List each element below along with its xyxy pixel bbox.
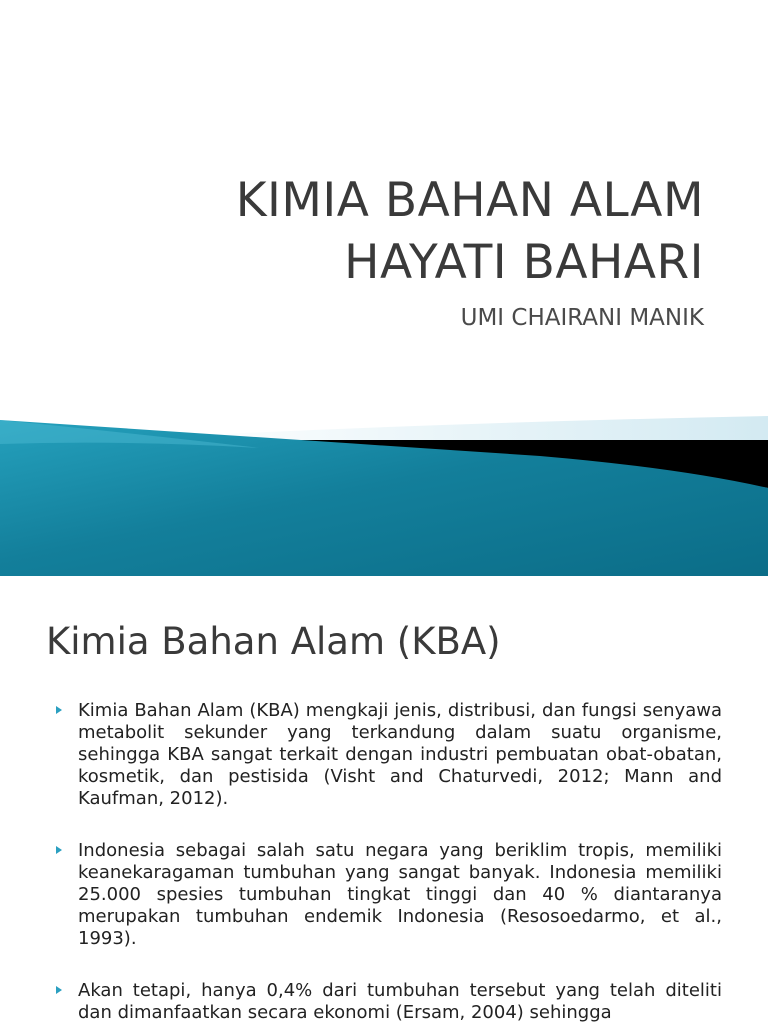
triangle-bullet-icon — [56, 986, 62, 994]
content-slide — [0, 576, 768, 1024]
content-slide-title: Kimia Bahan Alam (KBA) — [46, 620, 501, 663]
bullet-item — [52, 840, 722, 950]
bullet-text: Indonesia sebagai salah satu negara yang beriklim tropis, memiliki keanekaragaman tumbuhan yang sangat banyak. Indonesia memiliki 25.000 spesies tumbuhan tingkat tinggi dan 40 % diantaranya merupakan tumbuhan endemik Indonesia (Resosoedarmo, et al., 1993). — [78, 840, 722, 949]
slide-title — [64, 170, 704, 294]
bullet-list — [52, 700, 722, 1024]
bullet-item — [52, 980, 722, 1024]
bullet-item — [52, 700, 722, 810]
bullet-text: Akan tetapi, hanya 0,4% dari tumbuhan tersebut yang telah diteliti dan dimanfaatkan secara ekonomi (Ersam, 2004) sehingga — [78, 980, 722, 1023]
wave-light-band — [180, 416, 768, 440]
title-line-2: HAYATI BAHARI — [344, 235, 704, 290]
triangle-bullet-icon — [56, 846, 62, 854]
bullet-text: Kimia Bahan Alam (KBA) mengkaji jenis, distribusi, dan fungsi senyawa metabolit sekunder yang terkandung dalam suatu organisme, sehingga KBA sangat terkait dengan industri pembuatan obat-obatan, kosmetik, dan pestisida (Visht and Chaturvedi, 2012; Mann and Kaufman, 2012). — [78, 700, 722, 809]
triangle-bullet-icon — [56, 706, 62, 714]
slide-subtitle: UMI CHAIRANI MANIK — [460, 305, 704, 331]
title-line-1: KIMIA BAHAN ALAM — [235, 173, 704, 228]
decorative-wave-band — [0, 400, 768, 576]
